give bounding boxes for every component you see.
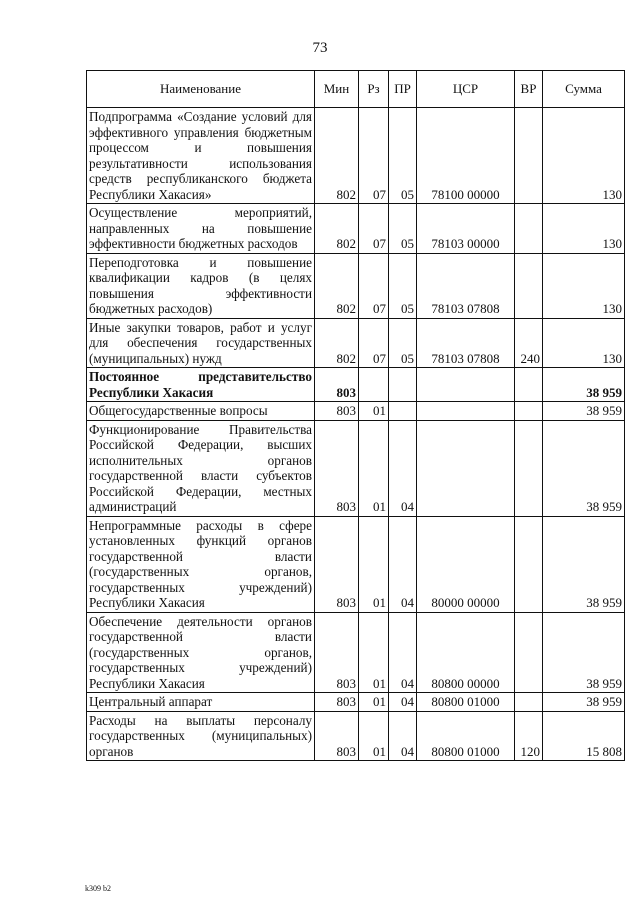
cell-rz: 07 [359, 108, 389, 204]
cell-name: Переподготовка и повышение квалификации кадров (в целях повышения эффективности бюджетных расходов) [87, 253, 315, 318]
cell-name: Подпрограмма «Создание условий для эффективного управления бюджетным процессом и повышения результативности использования средств республиканского бюджета Республики Хакасия» [87, 108, 315, 204]
page-number: 73 [312, 40, 328, 56]
cell-min: 803 [315, 693, 359, 712]
cell-csr: 80800 00000 [417, 612, 515, 693]
cell-sum: 15 808 [543, 711, 625, 761]
cell-pr: 04 [389, 693, 417, 712]
cell-pr: 04 [389, 612, 417, 693]
cell-sum: 38 959 [543, 402, 625, 421]
cell-sum: 38 959 [543, 368, 625, 402]
header-sum: Сумма [543, 71, 625, 108]
cell-vr [515, 204, 543, 254]
cell-csr: 80800 01000 [417, 711, 515, 761]
cell-vr [515, 612, 543, 693]
cell-sum: 38 959 [543, 420, 625, 516]
cell-csr: 80000 00000 [417, 516, 515, 612]
cell-pr [389, 368, 417, 402]
cell-rz: 01 [359, 516, 389, 612]
cell-name: Обеспечение деятельности органов государственной власти (государственных органов, государственных учреждений) Республики Хакасия [87, 612, 315, 693]
cell-vr: 120 [515, 711, 543, 761]
table-row [87, 420, 625, 516]
header-min: Мин [315, 71, 359, 108]
cell-vr: 240 [515, 318, 543, 368]
cell-pr: 04 [389, 711, 417, 761]
cell-pr: 04 [389, 420, 417, 516]
cell-min: 803 [315, 368, 359, 402]
cell-vr [515, 368, 543, 402]
header-pr: ПР [389, 71, 417, 108]
cell-name: Постоянное представительство Республики Хакасия [87, 368, 315, 402]
table-row [87, 711, 625, 761]
cell-pr [389, 402, 417, 421]
cell-min: 803 [315, 402, 359, 421]
header-vr: ВР [515, 71, 543, 108]
cell-csr: 78103 00000 [417, 204, 515, 254]
table-row [87, 318, 625, 368]
table-body [87, 108, 625, 761]
cell-sum: 130 [543, 108, 625, 204]
cell-min: 803 [315, 420, 359, 516]
cell-csr: 80800 01000 [417, 693, 515, 712]
cell-name: Общегосударственные вопросы [87, 402, 315, 421]
cell-name: Функционирование Правительства Российской Федерации, высших исполнительных органов государственной власти субъектов Российской Федерации, местных администраций [87, 420, 315, 516]
table-row [87, 612, 625, 693]
cell-name: Осуществление мероприятий, направленных на повышение эффективности бюджетных расходов [87, 204, 315, 254]
cell-csr [417, 368, 515, 402]
cell-csr: 78100 00000 [417, 108, 515, 204]
cell-min: 803 [315, 612, 359, 693]
cell-sum: 130 [543, 204, 625, 254]
cell-sum: 38 959 [543, 612, 625, 693]
cell-rz: 07 [359, 253, 389, 318]
cell-vr [515, 516, 543, 612]
cell-pr: 04 [389, 516, 417, 612]
cell-vr [515, 420, 543, 516]
cell-sum: 130 [543, 253, 625, 318]
table-header-row [87, 71, 625, 108]
cell-min: 802 [315, 204, 359, 254]
cell-rz: 07 [359, 204, 389, 254]
cell-name: Иные закупки товаров, работ и услуг для обеспечения государственных (муниципальных) нужд [87, 318, 315, 368]
cell-csr: 78103 07808 [417, 253, 515, 318]
cell-min: 803 [315, 516, 359, 612]
cell-vr [515, 402, 543, 421]
budget-table [86, 70, 625, 761]
cell-vr [515, 108, 543, 204]
cell-min: 802 [315, 318, 359, 368]
cell-min: 802 [315, 253, 359, 318]
cell-sum: 38 959 [543, 516, 625, 612]
cell-csr [417, 402, 515, 421]
cell-rz: 01 [359, 420, 389, 516]
header-rz: Рз [359, 71, 389, 108]
cell-csr: 78103 07808 [417, 318, 515, 368]
cell-name: Непрограммные расходы в сфере установленных функций органов государственной власти (государственных органов, государственных учреждений) Республики Хакасия [87, 516, 315, 612]
cell-name: Центральный аппарат [87, 693, 315, 712]
cell-pr: 05 [389, 204, 417, 254]
cell-rz: 01 [359, 402, 389, 421]
header-csr: ЦСР [417, 71, 515, 108]
cell-sum: 130 [543, 318, 625, 368]
table-row [87, 693, 625, 712]
cell-rz: 01 [359, 711, 389, 761]
header-name: Наименование [87, 71, 315, 108]
cell-rz: 01 [359, 693, 389, 712]
table-row [87, 204, 625, 254]
table-row [87, 108, 625, 204]
cell-name: Расходы на выплаты персоналу государственных (муниципальных) органов [87, 711, 315, 761]
cell-min: 803 [315, 711, 359, 761]
cell-min: 802 [315, 108, 359, 204]
cell-vr [515, 693, 543, 712]
cell-rz: 01 [359, 612, 389, 693]
footer-code: k309 b2 [85, 884, 111, 893]
cell-sum: 38 959 [543, 693, 625, 712]
cell-pr: 05 [389, 318, 417, 368]
cell-pr: 05 [389, 108, 417, 204]
cell-vr [515, 253, 543, 318]
table-row [87, 368, 625, 402]
cell-rz: 07 [359, 318, 389, 368]
table-row [87, 402, 625, 421]
cell-csr [417, 420, 515, 516]
table-row [87, 516, 625, 612]
cell-rz [359, 368, 389, 402]
table-row [87, 253, 625, 318]
cell-pr: 05 [389, 253, 417, 318]
